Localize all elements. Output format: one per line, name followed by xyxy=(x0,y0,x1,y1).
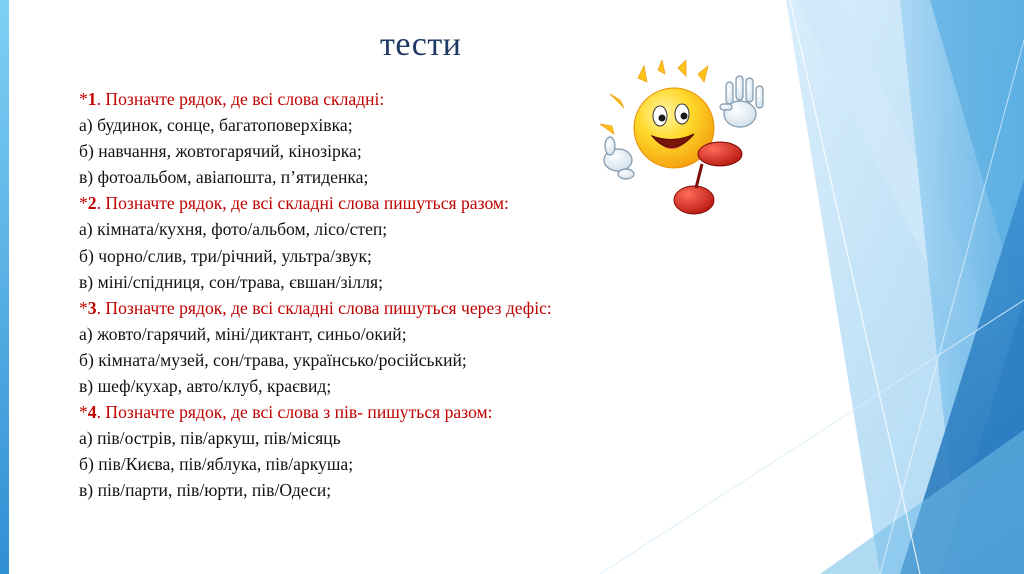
question-1-option-b: б) навчання, жовтогарячий, кінозірка; xyxy=(79,141,362,162)
question-2-option-b: б) чорно/слив, три/річний, ультра/звук; xyxy=(79,245,372,266)
question-3-option-a: а) жовто/гарячий, міні/диктант, синьо/окий; xyxy=(79,323,407,344)
question-2: *2. Позначте рядок, де всі складні слова пишуться разом: xyxy=(79,193,509,214)
question-2-option-a: а) кімната/кухня, фото/альбом, лісо/степ; xyxy=(79,219,388,240)
question-3: *3. Позначте рядок, де всі складні слова пишуться через дефіс: xyxy=(79,297,552,318)
question-1-option-a: а) будинок, сонце, багатоповерхівка; xyxy=(79,115,353,136)
question-4-option-b: б) пів/Києва, пів/яблука, пів/аркуша; xyxy=(79,454,354,475)
slide-title: тести xyxy=(380,26,462,63)
question-1-option-c: в) фотоальбом, авіапошта, п’ятиденка; xyxy=(79,167,369,188)
question-2-option-c: в) міні/спідниця, сон/трава, євшан/зілля; xyxy=(79,271,383,292)
question-1: *1. Позначте рядок, де всі слова складні: xyxy=(79,89,385,109)
question-4: *4. Позначте рядок, де всі слова з пів- пишуться разом: xyxy=(79,402,493,423)
waving-sun-icon xyxy=(598,60,788,225)
question-4-option-a: а) пів/острів, пів/аркуш, пів/місяць xyxy=(79,428,341,449)
question-3-option-b: б) кімната/музей, сон/трава, українсько/російський; xyxy=(79,349,467,370)
question-3-option-c: в) шеф/кухар, авто/клуб, краєвид; xyxy=(79,376,332,397)
question-4-option-c: в) пів/парти, пів/юрти, пів/Одеси; xyxy=(79,480,332,501)
